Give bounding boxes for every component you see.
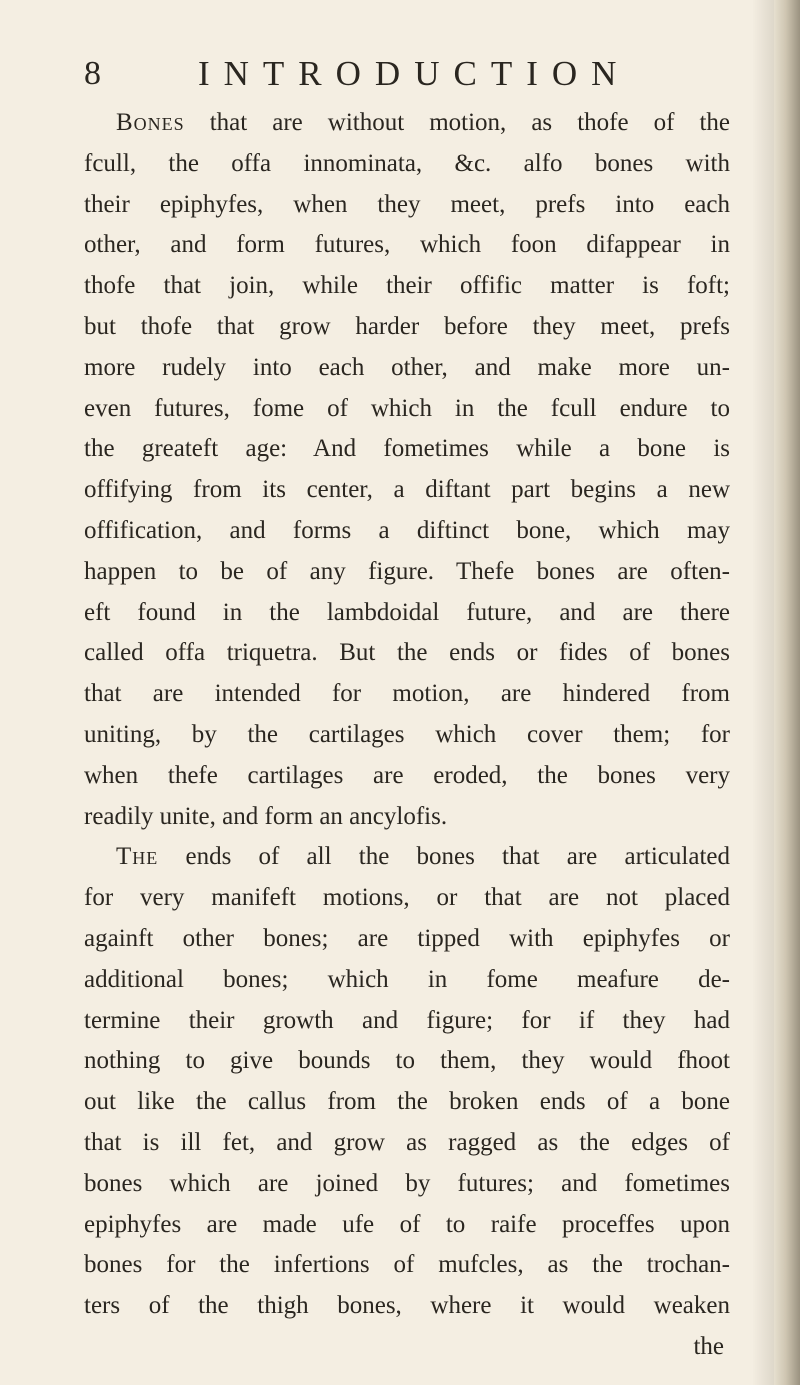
text-line: their epiphyfes, when they meet, prefs into each [84,190,730,218]
text-line: uniting, by the cartilages which cover them; for [84,720,730,748]
text-line: readily unite, and form an ancylofis. [84,802,448,830]
text-line: bones which are joined by futures; and fometimes [84,1169,730,1197]
paragraph-first-line [84,837,730,878]
text-line: epiphyfes are made ufe of to raife proceffes upon [84,1210,730,1238]
catchword: the [693,1332,724,1360]
text-line: that is ill fet, and grow as ragged as the edges of [84,1128,730,1156]
text-line: called offa triquetra. But the ends or fides of bones [84,639,730,667]
text-line: offification, and forms a diftinct bone, which may [84,516,730,544]
text-line: when thefe cartilages are eroded, the bones very [84,761,730,789]
text-line: other, and form futures, which foon difappear in [84,231,730,259]
lead-word: The [116,843,159,871]
text-line: bones for the infertions of mufcles, as the trochan- [84,1251,730,1279]
body-text [84,103,730,1368]
text-line: fcull, the offa innominata, &c. alfo bones with [84,149,730,177]
text-line: more rudely into each other, and make more un- [84,353,730,381]
text-line: againft other bones; are tipped with epiphyfes or [84,924,730,952]
text-line: termine their growth and figure; for if they had [84,1006,730,1034]
paragraph-the-ends [84,837,730,1327]
running-head: INTRODUCTION [198,54,631,93]
page-number: 8 [84,55,101,92]
text-line: that are intended for motion, are hindered from [84,680,730,708]
paragraph-first-line [84,103,730,144]
first-line-text: ends of all the bones that are articulated [158,843,730,871]
page-edge-shadow [774,0,800,1385]
lead-word: Bones [116,109,185,136]
text-line: for very manifeft motions, or that are not placed [84,884,730,912]
text-line: out like the callus from the broken ends of a bone [84,1088,730,1116]
text-line: even futures, fome of which in the fcull endure to [84,394,730,422]
text-line: nothing to give bounds to them, they would fhoot [84,1047,730,1075]
first-line-text: that are without motion, as thofe of the [184,109,730,136]
text-line: eft found in the lambdoidal future, and are there [84,598,730,626]
text-line: additional bones; which in fome meafure de- [84,965,730,993]
text-line: thofe that join, while their offific matter is foft; [84,272,730,300]
text-line: ters of the thigh bones, where it would weaken [84,1292,730,1320]
text-line: but thofe that grow harder before they meet, prefs [84,312,730,340]
text-line: offifying from its center, a diftant part begins a new [84,476,730,504]
text-line: the greateft age: And fometimes while a bone is [84,435,730,463]
paragraph-bones [84,103,730,837]
page-header [84,52,734,96]
text-line: happen to be of any figure. Thefe bones are often- [84,557,730,585]
